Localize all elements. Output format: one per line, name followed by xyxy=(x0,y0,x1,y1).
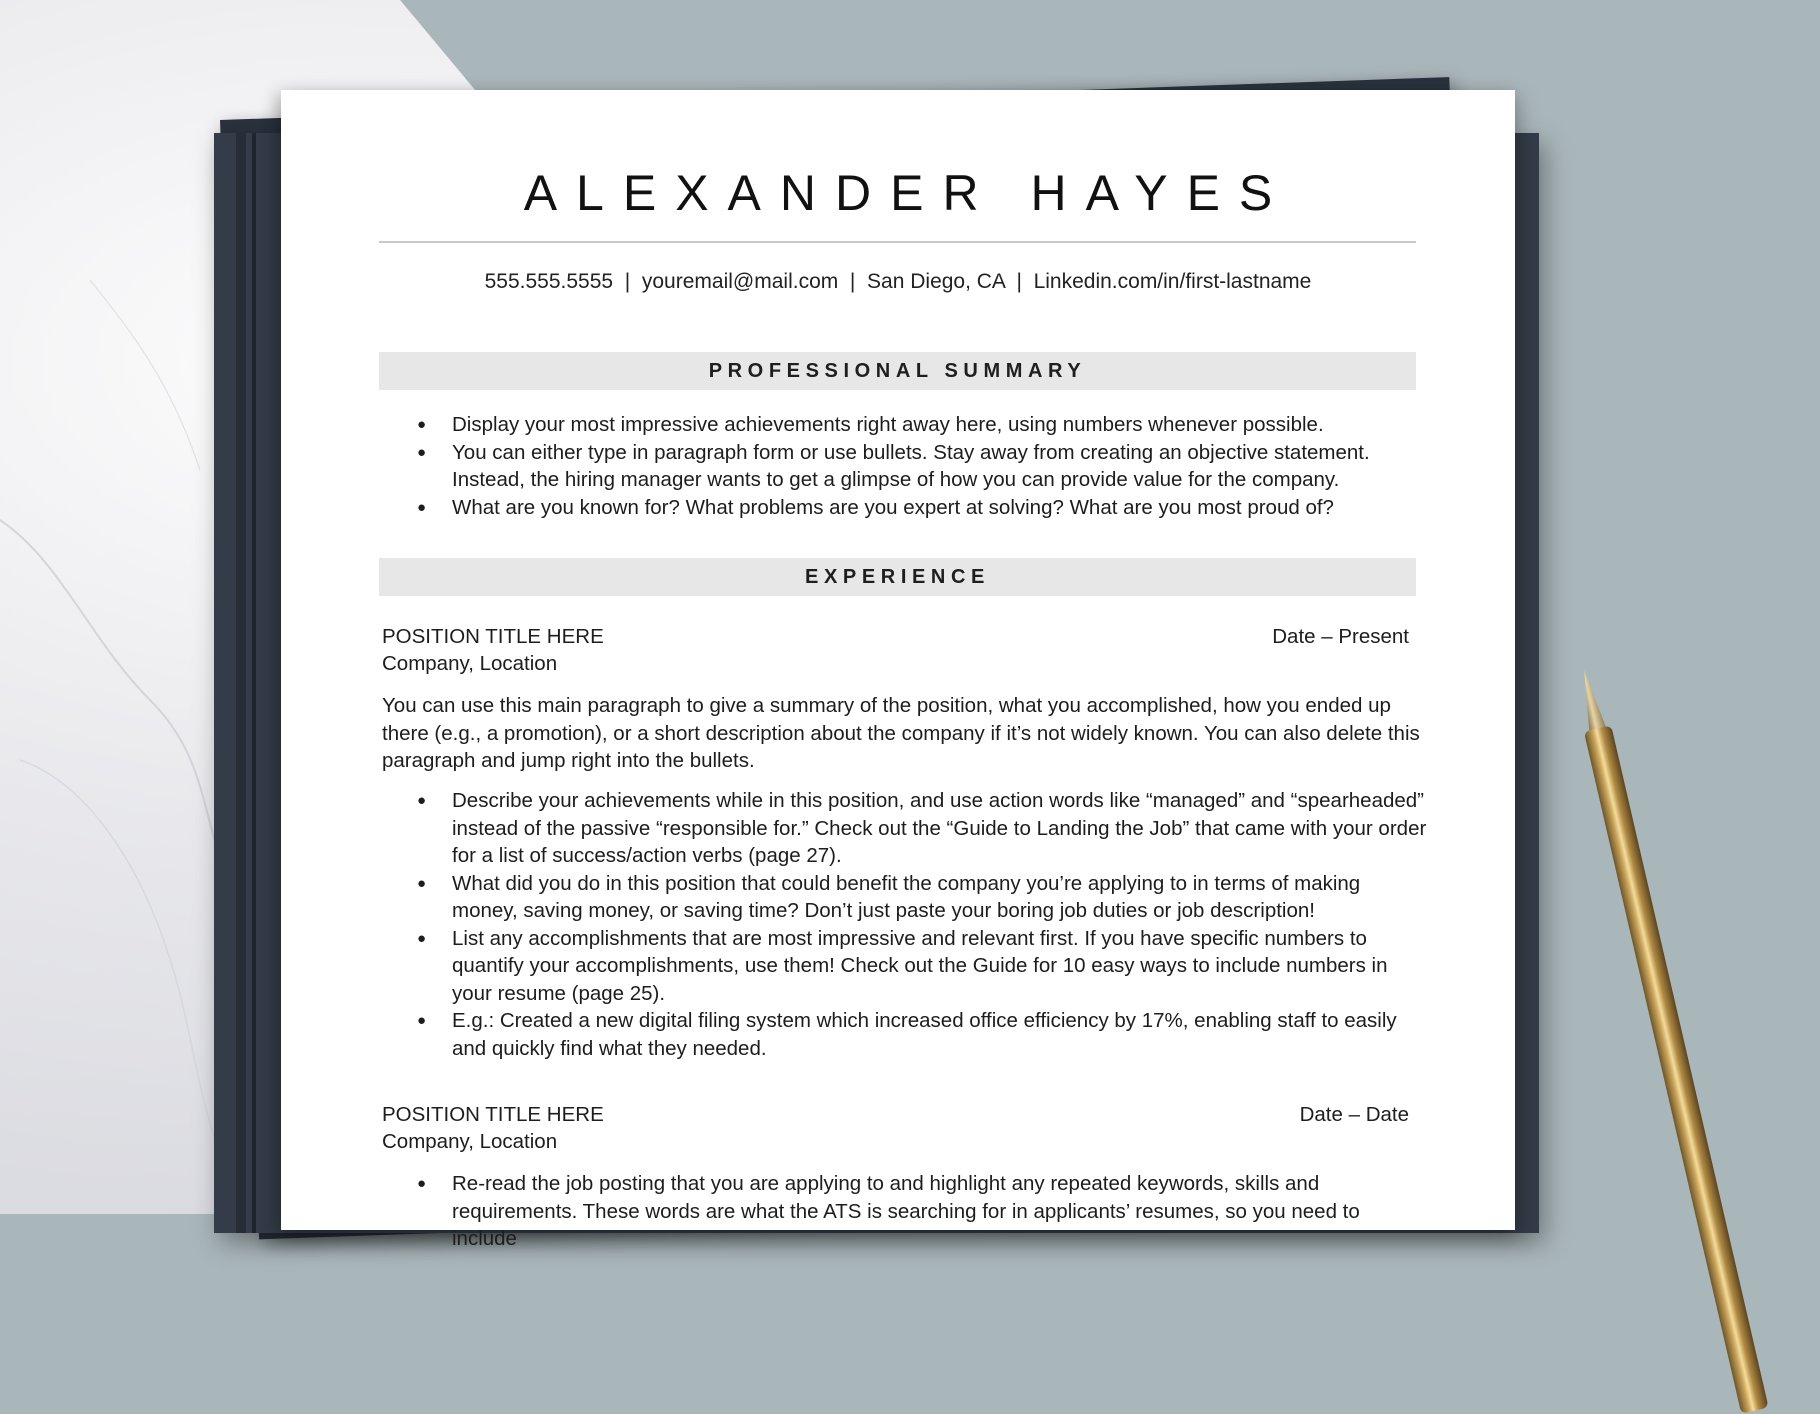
resume-page xyxy=(281,90,1515,1250)
list-item xyxy=(379,925,1429,1008)
bullet-text: Re-read the job posting that you are applying to and highlight any repeated keywords, skills and requirements. These words are what the ATS is searching for in applicants’ resumes, so you need to include xyxy=(452,1172,1360,1250)
bullet-text: You can either type in paragraph form or use bullets. Stay away from creating an objective statement. Instead, the hiring manager wants to get a glimpse of how you can provide value for the company. xyxy=(452,440,1370,491)
gold-pen xyxy=(1570,667,1768,1414)
list-item xyxy=(379,787,1429,870)
job-bullets xyxy=(379,1170,1429,1253)
bullet-text: Display your most impressive achievements right away here, using numbers whenever possible. xyxy=(452,413,1324,436)
experience-heading: EXPERIENCE xyxy=(379,558,1416,596)
list-item xyxy=(379,1170,1429,1253)
job-bullets xyxy=(379,787,1429,1062)
summary-bullets xyxy=(379,411,1399,521)
bullet-text: List any accomplishments that are most impressive and relevant first. If you have specific numbers to quantify your accomplishments, use them! Check out the Guide for 10 easy ways to include numbers in your resume (page 25). xyxy=(452,926,1388,1005)
bullet-dot: ● xyxy=(417,1012,427,1029)
job-date: Date – Present xyxy=(1272,625,1409,648)
job-summary-paragraph: You can use this main paragraph to give a summary of the position, what you accomplished, how you ended up there (e.g., a promotion), or a short description about the company if it’s not widely known. You can also delete this paragraph and jump right into the bullets. xyxy=(382,694,1420,772)
job-title: POSITION TITLE HERE xyxy=(382,1103,604,1126)
bullet-dot: ● xyxy=(417,874,427,892)
job-company: Company, Location xyxy=(382,1130,558,1153)
bullet-text: Describe your achievements while in this position, and use action words like “managed” and “spearheaded” instead of the passive “responsible for.” Check out the “Guide to Landing the Job” that came with your order for a list of success/action verbs (page 27). xyxy=(452,789,1427,867)
list-item xyxy=(379,494,1399,522)
summary-heading: PROFESSIONAL SUMMARY xyxy=(379,352,1416,390)
list-item xyxy=(379,411,1399,439)
bullet-dot: ● xyxy=(417,443,427,461)
list-item xyxy=(379,439,1399,494)
job-date: Date – Date xyxy=(1299,1103,1409,1126)
bullet-dot: ● xyxy=(417,1175,427,1192)
bullet-dot: ● xyxy=(417,792,427,809)
pen-tip xyxy=(1575,668,1607,734)
pen-body xyxy=(1584,725,1769,1413)
list-item xyxy=(379,1007,1429,1062)
job-title: POSITION TITLE HERE xyxy=(382,625,604,648)
resume-name: ALEXANDER HAYES xyxy=(523,165,1292,221)
list-item xyxy=(379,870,1429,925)
contact-line: 555.555.5555 | youremail@mail.com | San Diego, CA | Linkedin.com/in/first-lastname xyxy=(484,270,1312,293)
folder-spine-line xyxy=(252,133,256,1233)
bullet-text: What did you do in this position that could benefit the company you’re applying to in terms of making money, saving money, or saving time? Don’t just paste your boring job duties or job description! xyxy=(452,871,1361,922)
bullet-dot: ● xyxy=(417,929,427,947)
folder-spine xyxy=(236,133,246,1233)
job-company: Company, Location xyxy=(382,652,558,675)
bullet-text: E.g.: Created a new digital filing system which increased office efficiency by 17%, enabling staff to easily and quickly find what they needed. xyxy=(452,1009,1397,1060)
header-divider xyxy=(379,241,1416,243)
bullet-dot: ● xyxy=(417,416,427,433)
bullet-text: What are you known for? What problems are you expert at solving? What are you most proud of? xyxy=(452,495,1334,519)
bullet-dot: ● xyxy=(417,498,427,516)
